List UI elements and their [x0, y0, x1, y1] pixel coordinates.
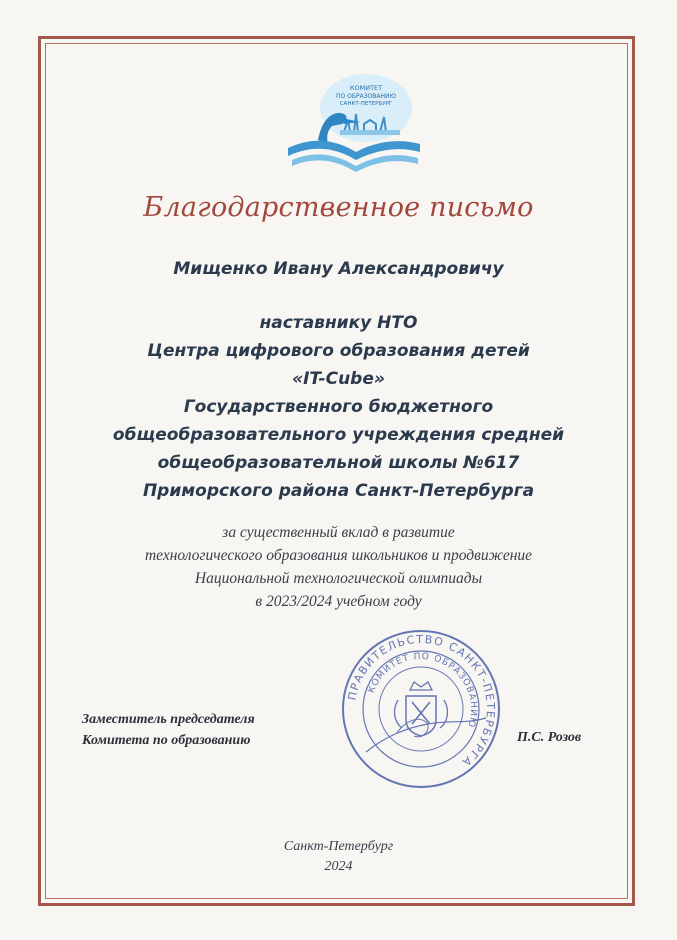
seal-outer-text: ПРАВИТЕЛЬСТВО САНКТ-ПЕТЕРБУРГА [345, 632, 498, 770]
education-committee-logo [274, 70, 424, 180]
recipient-role [0, 309, 677, 505]
logo-text-line1: КОМИТЕТ [349, 84, 383, 92]
role-line: Центра цифрового образования детей [147, 341, 530, 361]
recipient-name: Мищенко Ивану Александровичу [173, 259, 504, 279]
reason-line: в 2023/2024 учебном году [255, 593, 422, 610]
city: Санкт-Петербург [283, 839, 394, 854]
signer-name: П.С. Розов [517, 730, 582, 745]
reason-line: технологического образования школьников и продвижение [144, 547, 533, 564]
place-and-date [0, 837, 677, 877]
reason-line: Национальной технологической олимпиады [194, 570, 483, 587]
document-title: Благодарственное письмо [143, 192, 534, 223]
signer-position-line1: Заместитель председателя [82, 712, 255, 727]
role-line: общеобразовательного учреждения средней [112, 425, 565, 445]
role-line: наставнику НТО [259, 313, 418, 333]
official-seal [336, 624, 506, 794]
year: 2024 [324, 859, 353, 874]
seal-inner-text: КОМИТЕТ ПО ОБРАЗОВАНИЮ [366, 651, 479, 729]
role-line: «IT-Cube» [292, 369, 385, 389]
role-line: Государственного бюджетного [183, 397, 494, 417]
logo-text-line3: САНКТ-ПЕТЕРБУРГ [339, 101, 393, 107]
role-line: общеобразовательной школы №617 [157, 453, 520, 473]
signer-position [82, 709, 255, 751]
reason-line: за существенный вклад в развитие [222, 524, 455, 541]
logo-text-line2: ПО ОБРАЗОВАНИЮ [336, 93, 396, 100]
signer-position-line2: Комитета по образованию [82, 733, 251, 748]
role-line: Приморского района Санкт-Петербурга [142, 481, 535, 501]
gratitude-reason [0, 521, 677, 613]
